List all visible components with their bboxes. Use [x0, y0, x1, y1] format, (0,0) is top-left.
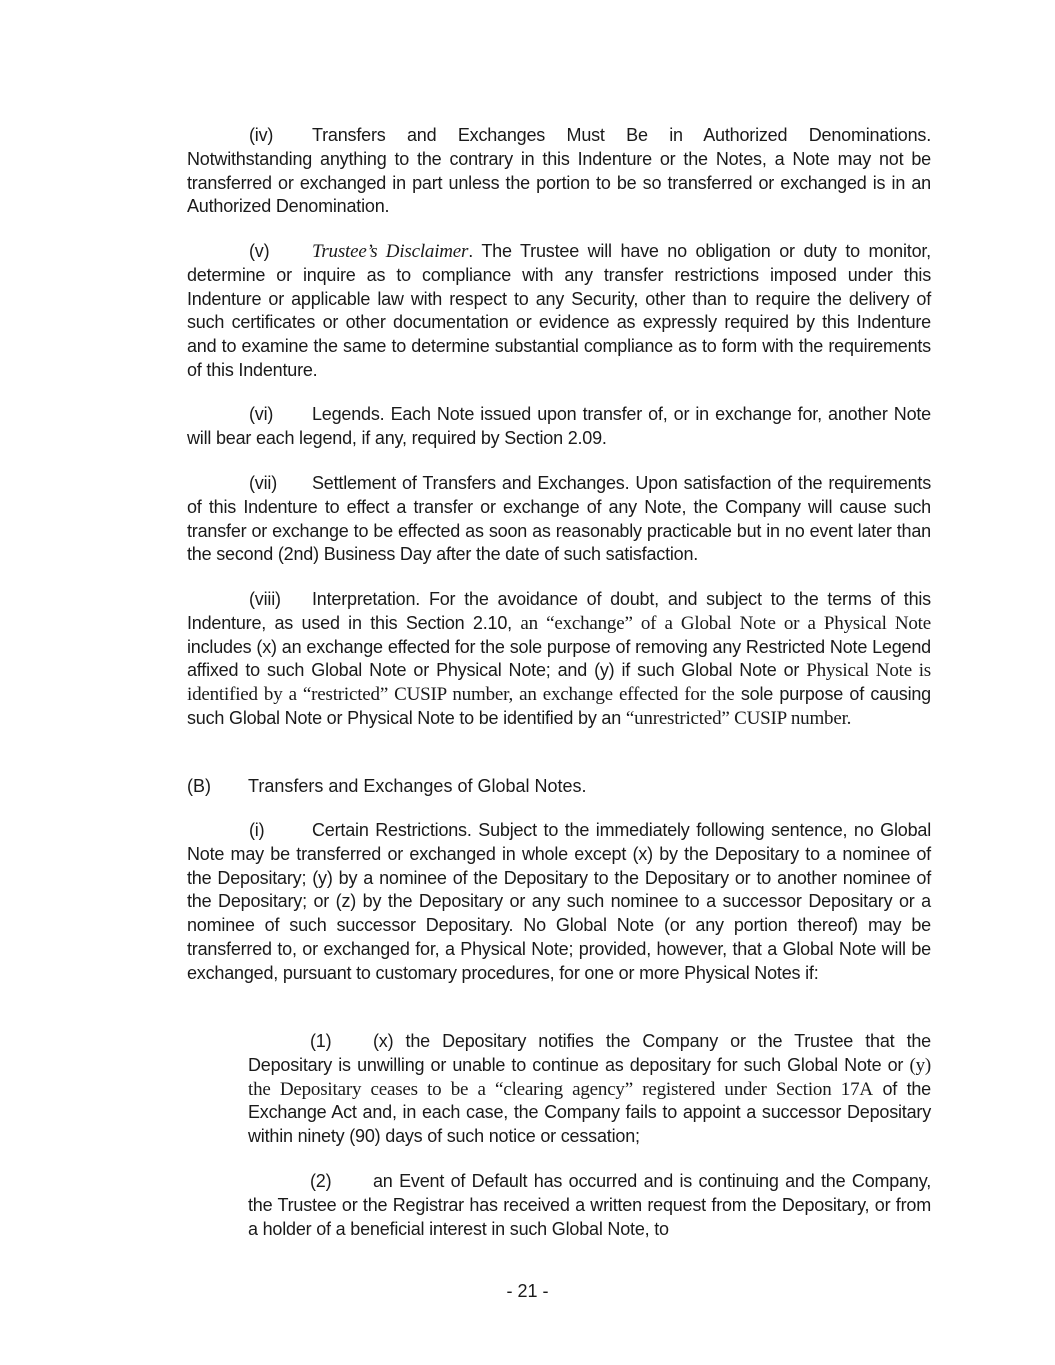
paragraph-text: . The Trustee will have no obligation or duty to monitor, determine or inquire as to compliance with any transfer restrictions imposed under this Indenture or applicable law with respect to any Security, other than to require the delivery of such certificates or other documentation or evidence as expressly required by this Indenture and to examine the same to determine substantial compliance as to form with the requirements of this Indenture. [187, 241, 931, 380]
paragraph-v [187, 240, 931, 383]
paragraph-text: Interpretation. For the avoidance of doubt, and subject to the terms of this Indenture, as used in this Section 2.10, [187, 589, 931, 633]
paragraph-viii [187, 588, 931, 731]
paragraph-number: (v) [249, 241, 270, 261]
paragraph-text: Transfers and Exchanges Must Be in Authorized Denominations. Notwithstanding anything to the contrary in this Indenture or the Notes, a Note may not be transferred or exchanged in part unless the portion to be so transferred or exchanged is in an Authorized Denomination. [187, 125, 931, 217]
heading-number: (B) [187, 776, 211, 796]
paragraph-text: includes (x) an exchange effected for the sole purpose of removing any Restricted Note Legend affixed to such Global Note or Physical Note; and (y) if such Global Note or [187, 636, 931, 681]
paragraph-number: (vi) [249, 404, 274, 424]
paragraph-text: sole purpose of causing such Global Note or Physical Note to be identified by an [187, 684, 931, 728]
paragraph-iv [187, 124, 931, 219]
paragraph-i [187, 819, 931, 986]
paragraph-2 [248, 1170, 931, 1241]
paragraph-title: Trustee’s Disclaimer [312, 241, 469, 262]
paragraph-text: Certain Restrictions. Subject to the immediately following sentence, no Global Note may be transferred or exchanged in whole except (x) by the Depositary to a nominee of the Depositary; (y) by a nominee of the Depositary to the Depositary or to another nominee of the Depositary; or (z) by the Depositary or any such nominee to a successor Depositary or a nominee of such successor Depositary. No Global Note (or any portion thereof) may be transferred to, or exchanged for, a Physical Note; provided, however, that a Global Note will be exchanged, pursuant to customary procedures, for one or more Physical Notes if: [187, 820, 931, 983]
section-heading-b [187, 775, 587, 799]
paragraph-number: (iv) [249, 125, 274, 145]
paragraph-vii [187, 472, 931, 567]
paragraph-text: Legends. Each Note issued upon transfer of, or in exchange for, another Note will bear each legend, if any, required by Section 2.09. [187, 404, 931, 448]
paragraph-number: (1) [310, 1031, 332, 1051]
heading-text: Transfers and Exchanges of Global Notes. [248, 776, 587, 796]
paragraph-vi [187, 403, 931, 451]
paragraph-text-serif: “unrestricted” CUSIP number. [625, 707, 852, 729]
paragraph-number: (i) [249, 820, 265, 840]
paragraph-text-serif: Physical Note is identified by a “restricted” CUSIP number, an exchange effected for the [187, 660, 931, 706]
paragraph-number: (2) [310, 1171, 332, 1191]
paragraph-text-serif: (y) the Depositary ceases to be a “clearing agency” registered under Section 17A [248, 1054, 931, 1100]
paragraph-text-serif: an “exchange” of a Global Note or a Physical Note [520, 612, 931, 634]
paragraph-1 [248, 1030, 931, 1149]
page-number: - 21 - [506, 1281, 549, 1301]
paragraph-text: an Event of Default has occurred and is continuing and the Company, the Trustee or the Registrar has received a written request from the Depositary, or from a holder of a beneficial interest in such Global Note, to [248, 1171, 931, 1239]
paragraph-number: (vii) [249, 473, 277, 493]
paragraph-text: of the Exchange Act and, in each case, the Company fails to appoint a successor Depositary within ninety (90) days of such notice or cessation; [248, 1078, 931, 1147]
paragraph-text: Settlement of Transfers and Exchanges. Upon satisfaction of the requirements of this Indenture to effect a transfer or exchange of any Note, the Company will cause such transfer or exchange to be effected as soon as reasonably practicable but in no event later than the second (2nd) Business Day after the date of such satisfaction. [187, 473, 931, 565]
paragraph-text: (x) the Depositary notifies the Company or the Trustee that the Depositary is unwilling or unable to continue as depositary for such Global Note or [248, 1031, 931, 1075]
paragraph-number: (viii) [249, 589, 281, 609]
